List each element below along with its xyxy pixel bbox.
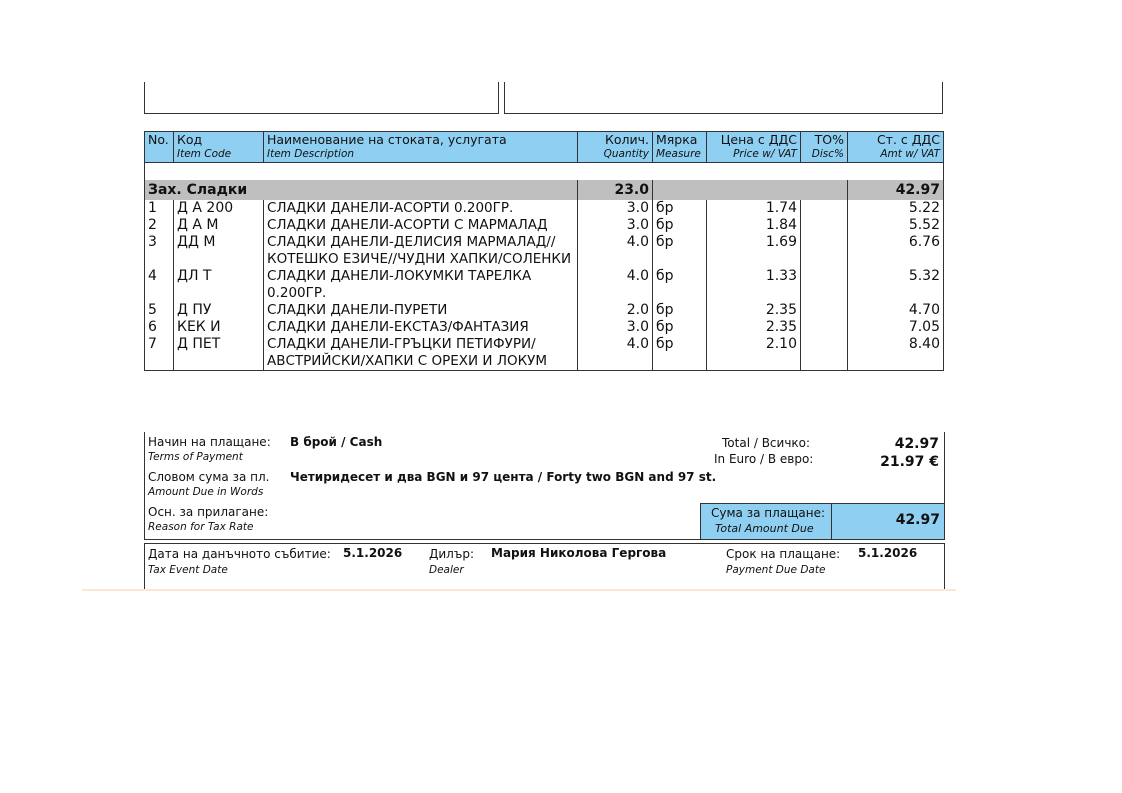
table-row — [145, 302, 944, 319]
item-no: 6 — [145, 319, 174, 336]
due-date-value: 5.1.2026 — [858, 546, 918, 560]
item-amount: 5.32 — [848, 268, 944, 302]
item-disc — [801, 234, 848, 268]
euro-value: 21.97 € — [880, 454, 939, 470]
total-label: Total / Всичко: — [722, 436, 811, 450]
item-measure: бр — [653, 217, 707, 234]
item-amount: 5.22 — [848, 200, 944, 217]
item-amount: 4.70 — [848, 302, 944, 319]
dates-section — [144, 543, 945, 590]
item-desc: СЛАДКИ ДАНЕЛИ-АСОРТИ 0.200ГР. — [264, 200, 578, 217]
item-disc — [801, 268, 848, 302]
item-desc: СЛАДКИ ДАНЕЛИ-ДЕЛИСИЯ МАРМАЛАД//КОТЕШКО ЕЗИЧЕ//ЧУДНИ ХАПКИ/СОЛЕНКИ — [264, 234, 578, 268]
amount-due-label: Сума за плащане: — [711, 506, 826, 520]
item-code: Д А М — [174, 217, 264, 234]
item-qty: 4.0 — [578, 234, 653, 268]
item-measure: бр — [653, 200, 707, 217]
amount-due-label-en: Total Amount Due — [715, 522, 814, 535]
item-rows — [145, 200, 944, 371]
dealer-value: Мария Николова Гергова — [491, 546, 667, 560]
item-disc — [801, 200, 848, 217]
item-desc: СЛАДКИ ДАНЕЛИ-ЛОКУМКИ ТАРЕЛКА 0.200ГР. — [264, 268, 578, 302]
table-header-row — [145, 132, 944, 163]
item-amount: 7.05 — [848, 319, 944, 336]
col-code-header: Код Item Code — [174, 132, 264, 163]
col-measure-header: Мярка Measure — [653, 132, 707, 163]
item-price: 1.84 — [707, 217, 801, 234]
tax-date-label: Дата на данъчното събитие: — [148, 547, 331, 561]
item-qty: 3.0 — [578, 200, 653, 217]
item-no: 1 — [145, 200, 174, 217]
item-amount: 8.40 — [848, 336, 944, 371]
item-amount: 6.76 — [848, 234, 944, 268]
item-no: 5 — [145, 302, 174, 319]
due-date-label-en: Payment Due Date — [726, 564, 826, 576]
payment-label-en: Terms of Payment — [148, 451, 243, 463]
table-row — [145, 217, 944, 234]
item-code: КЕК И — [174, 319, 264, 336]
item-desc: СЛАДКИ ДАНЕЛИ-ПУРЕТИ — [264, 302, 578, 319]
dealer-label-en: Dealer — [429, 564, 464, 576]
item-code: Д ПЕТ — [174, 336, 264, 371]
table-row — [145, 234, 944, 268]
words-label-en: Amount Due in Words — [148, 486, 264, 498]
item-price: 2.35 — [707, 319, 801, 336]
table-row — [145, 268, 944, 302]
item-code: Д А 200 — [174, 200, 264, 217]
item-code: Д ПУ — [174, 302, 264, 319]
item-measure: бр — [653, 268, 707, 302]
dealer-label: Дилър: — [429, 547, 474, 561]
col-desc-header: Наименование на стоката, услугата Item Description — [264, 132, 578, 163]
table-row — [145, 336, 944, 371]
payment-value: В брой / Cash — [290, 435, 383, 449]
group-qty: 23.0 — [578, 180, 653, 200]
table-row — [145, 319, 944, 336]
words-value: Четиридесет и два BGN и 97 цента / Forty two BGN and 97 st. — [290, 470, 717, 484]
item-measure: бр — [653, 302, 707, 319]
page-divider — [82, 589, 956, 591]
item-no: 2 — [145, 217, 174, 234]
group-name: Зах. Сладки — [145, 180, 578, 200]
amount-due-value-box — [831, 503, 945, 540]
col-price-header: Цена с ДДС Price w/ VAT — [707, 132, 801, 163]
col-qty-header: Колич. Quantity — [578, 132, 653, 163]
reason-label: Осн. за прилагане: — [148, 505, 269, 519]
item-disc — [801, 217, 848, 234]
due-date-label: Срок на плащане: — [726, 547, 841, 561]
group-row — [145, 180, 944, 200]
totals-section — [144, 432, 945, 540]
item-measure: бр — [653, 319, 707, 336]
item-code: ДЛ Т — [174, 268, 264, 302]
group-amount: 42.97 — [848, 180, 944, 200]
amount-due-label-box — [700, 503, 833, 540]
item-measure: бр — [653, 234, 707, 268]
item-no: 7 — [145, 336, 174, 371]
payment-label: Начин на плащане: — [148, 435, 271, 449]
col-amt-header: Ст. с ДДС Amt w/ VAT — [848, 132, 944, 163]
items-table — [144, 131, 944, 371]
item-price: 2.10 — [707, 336, 801, 371]
item-qty: 3.0 — [578, 319, 653, 336]
item-no: 3 — [145, 234, 174, 268]
header-right-box — [504, 82, 943, 114]
tax-date-value: 5.1.2026 — [343, 546, 403, 560]
item-qty: 3.0 — [578, 217, 653, 234]
item-qty: 4.0 — [578, 336, 653, 371]
amount-due-value: 42.97 — [895, 512, 940, 528]
col-no-header: No. — [145, 132, 174, 163]
item-price: 1.74 — [707, 200, 801, 217]
item-amount: 5.52 — [848, 217, 944, 234]
tax-date-label-en: Tax Event Date — [148, 564, 228, 576]
item-desc: СЛАДКИ ДАНЕЛИ-АСОРТИ С МАРМАЛАД — [264, 217, 578, 234]
item-price: 1.69 — [707, 234, 801, 268]
col-disc-header: ТО% Disc% — [801, 132, 848, 163]
total-value: 42.97 — [894, 436, 939, 452]
item-qty: 4.0 — [578, 268, 653, 302]
header-left-box — [144, 82, 499, 114]
item-disc — [801, 319, 848, 336]
euro-label: In Euro / В евро: — [714, 452, 814, 466]
item-qty: 2.0 — [578, 302, 653, 319]
item-code: ДД М — [174, 234, 264, 268]
item-measure: бр — [653, 336, 707, 371]
table-row — [145, 200, 944, 217]
item-no: 4 — [145, 268, 174, 302]
item-desc: СЛАДКИ ДАНЕЛИ-ЕКСТАЗ/ФАНТАЗИЯ — [264, 319, 578, 336]
words-label: Словом сума за пл. — [148, 470, 270, 484]
item-disc — [801, 302, 848, 319]
item-price: 1.33 — [707, 268, 801, 302]
item-price: 2.35 — [707, 302, 801, 319]
item-desc: СЛАДКИ ДАНЕЛИ-ГРЪЦКИ ПЕТИФУРИ/АВСТРИЙСКИ/ХАПКИ С ОРЕХИ И ЛОКУМ — [264, 336, 578, 371]
reason-label-en: Reason for Tax Rate — [148, 521, 254, 533]
spacer-row — [145, 163, 944, 181]
item-disc — [801, 336, 848, 371]
